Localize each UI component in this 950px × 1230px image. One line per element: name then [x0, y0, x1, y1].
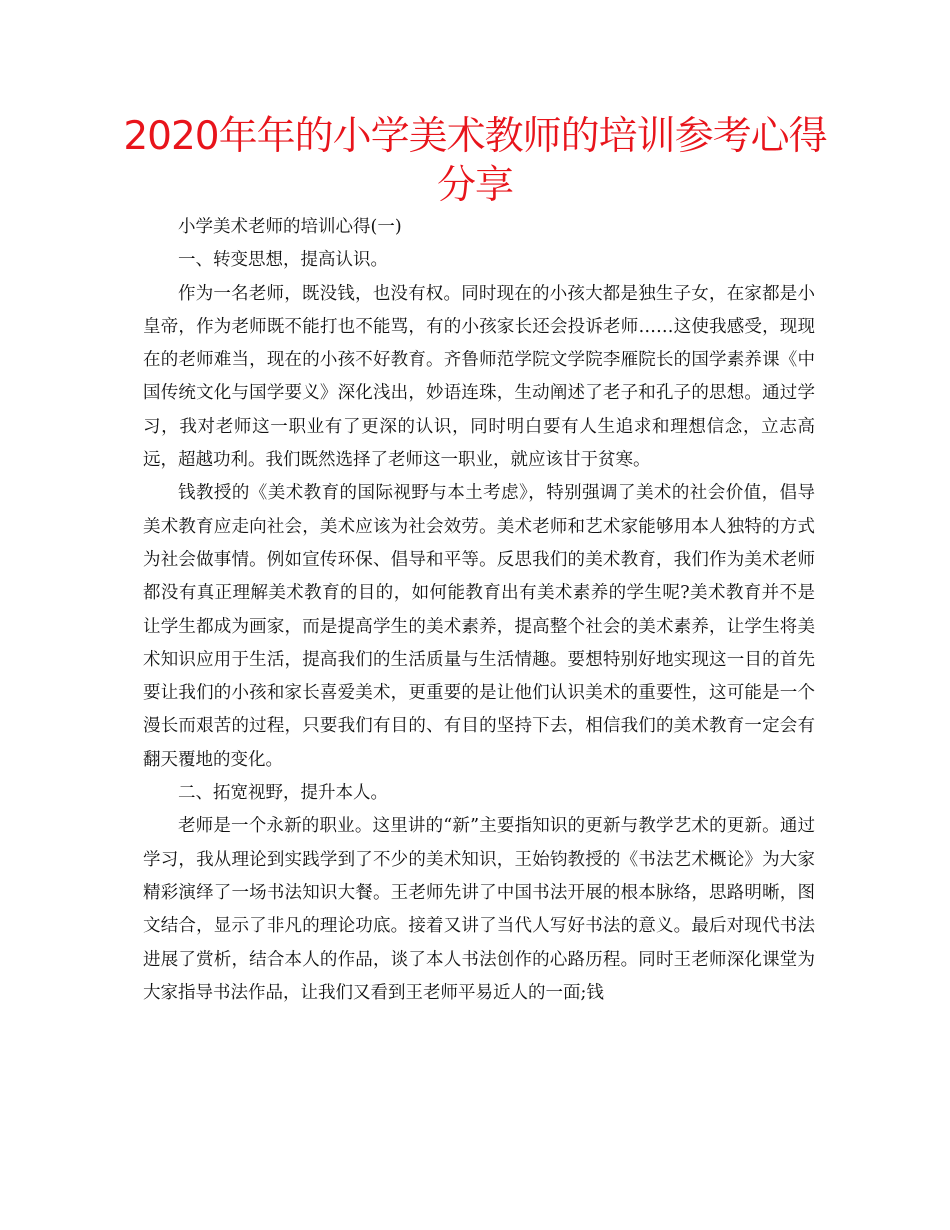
paragraph: 作为一名老师，既没钱，也没有权。同时现在的小孩大都是独生子女，在家都是小皇帝，作为老师既不能打也不能骂，有的小孩家长还会投诉老师……这使我感受，现现在的老师难当，现在的小孩不好教育。齐鲁师范学院文学院李雁院长的国学素养课《中国传统文化与国学要义》深化浅出，妙语连珠，生动阐述了老子和孔子的思想。通过学习，我对老师这一职业有了更深的认识，同时明白要有人生追求和理想信念，立志高远，超越功利。我们既然选择了老师这一职业，就应该甘于贫寒。	[143, 283, 815, 471]
paragraph-subtitle: 小学美术老师的培训心得(一)	[178, 217, 402, 237]
paragraph: 老师是一个永新的职业。这里讲的“新”主要指知识的更新与教学艺术的更新。通过学习，我从理论到实践学到了不少的美术知识，王始钧教授的《书法艺术概论》为大家精彩演绎了一场书法知识大餐。王老师先讲了中国书法开展的根本脉络，思路明晰，图文结合，显示了非凡的理论功底。接着又讲了当代人写好书法的意义。最后对现代书法进展了赏析，结合本人的作品，谈了本人书法创作的心路历程。同时王老师深化课堂为大家指导书法作品，让我们又看到王老师平易近人的一面;钱	[143, 816, 815, 1003]
document-body	[143, 211, 815, 1010]
document-title: 2020年年的小学美术教师的培训参考心得分享	[123, 114, 827, 208]
paragraph: 钱教授的《美术教育的国际视野与本土考虑》，特别强调了美术的社会价值，倡导美术教育应走向社会，美术应该为社会效劳。美术老师和艺术家能够用本人独特的方式为社会做事情。例如宣传环保、倡导和平等。反思我们的美术教育，我们作为美术老师都没有真正理解美术教育的目的，如何能教育出有美术素养的学生呢?美术教育并不是让学生都成为画家，而是提高学生的美术素养，提高整个社会的美术素养，让学生将美术知识应用于生活，提高我们的生活质量与生活情趣。要想特别好地实现这一目的首先要让我们的小孩和家长喜爱美术，更重要的是让他们认识美术的重要性，这可能是一个漫长而艰苦的过程，只要我们有目的、有目的坚持下去，相信我们的美术教育一定会有翻天覆地的变化。	[143, 483, 815, 770]
paragraph-section-heading-1: 一、转变思想，提高认识。	[178, 250, 388, 271]
paragraph-section-heading-2: 二、拓宽视野，提升本人。	[178, 783, 388, 804]
